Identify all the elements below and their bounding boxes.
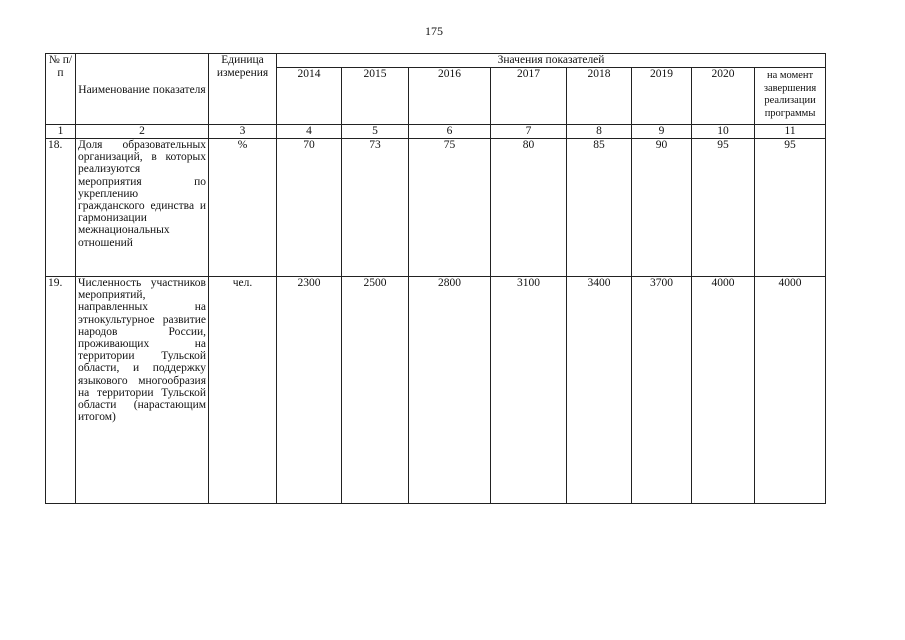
header-year: 2015 [342, 68, 409, 125]
header-year: 2019 [632, 68, 692, 125]
column-number: 1 [46, 125, 76, 139]
final-value-cell: 4000 [755, 277, 826, 504]
column-number: 9 [632, 125, 692, 139]
header-year: 2018 [567, 68, 632, 125]
header-year: 2016 [409, 68, 491, 125]
value-cell: 3100 [491, 277, 567, 504]
value-cell: 75 [409, 139, 491, 277]
header-year: 2020 [692, 68, 755, 125]
value-cell: 2800 [409, 277, 491, 504]
row-number: 19. [46, 277, 76, 504]
header-name: Наименование показателя [76, 54, 209, 125]
column-number: 11 [755, 125, 826, 139]
value-cell: 2300 [277, 277, 342, 504]
final-value-cell: 95 [755, 139, 826, 277]
indicator-name: Численность участников мероприятий, направленных на этнокультурное развитие народов России, проживающих на территории Тульской области, и поддержку языкового многообразия на территории Тульской области (нарастающим итогом) [76, 277, 209, 504]
value-cell: 3400 [567, 277, 632, 504]
value-cell: 2500 [342, 277, 409, 504]
column-number: 2 [76, 125, 209, 139]
header-unit: Единица измерения [209, 54, 277, 125]
value-cell: 73 [342, 139, 409, 277]
column-number: 8 [567, 125, 632, 139]
page-number: 175 [425, 24, 443, 38]
indicator-name: Доля образовательных организаций, в которых реализуются мероприятия по укреплению гражданского единства и гармонизации межнациональных отношений [76, 139, 209, 277]
value-cell: 85 [567, 139, 632, 277]
header-year: 2014 [277, 68, 342, 125]
header-final: на момент завершения реализации программы [755, 68, 826, 125]
column-number: 6 [409, 125, 491, 139]
table-row [46, 277, 826, 504]
indicators-table [45, 53, 826, 504]
value-cell: 80 [491, 139, 567, 277]
unit-cell: чел. [209, 277, 277, 504]
header-num: № п/п [46, 54, 76, 125]
column-number: 5 [342, 125, 409, 139]
value-cell: 70 [277, 139, 342, 277]
header-values-group: Значения показателей [277, 54, 826, 68]
column-number: 7 [491, 125, 567, 139]
value-cell: 90 [632, 139, 692, 277]
row-number: 18. [46, 139, 76, 277]
column-numbers-row [46, 125, 826, 139]
table-row [46, 139, 826, 277]
value-cell: 95 [692, 139, 755, 277]
column-number: 4 [277, 125, 342, 139]
header-row-top [46, 54, 826, 68]
column-number: 3 [209, 125, 277, 139]
value-cell: 3700 [632, 277, 692, 504]
column-number: 10 [692, 125, 755, 139]
unit-cell: % [209, 139, 277, 277]
value-cell: 4000 [692, 277, 755, 504]
header-year: 2017 [491, 68, 567, 125]
